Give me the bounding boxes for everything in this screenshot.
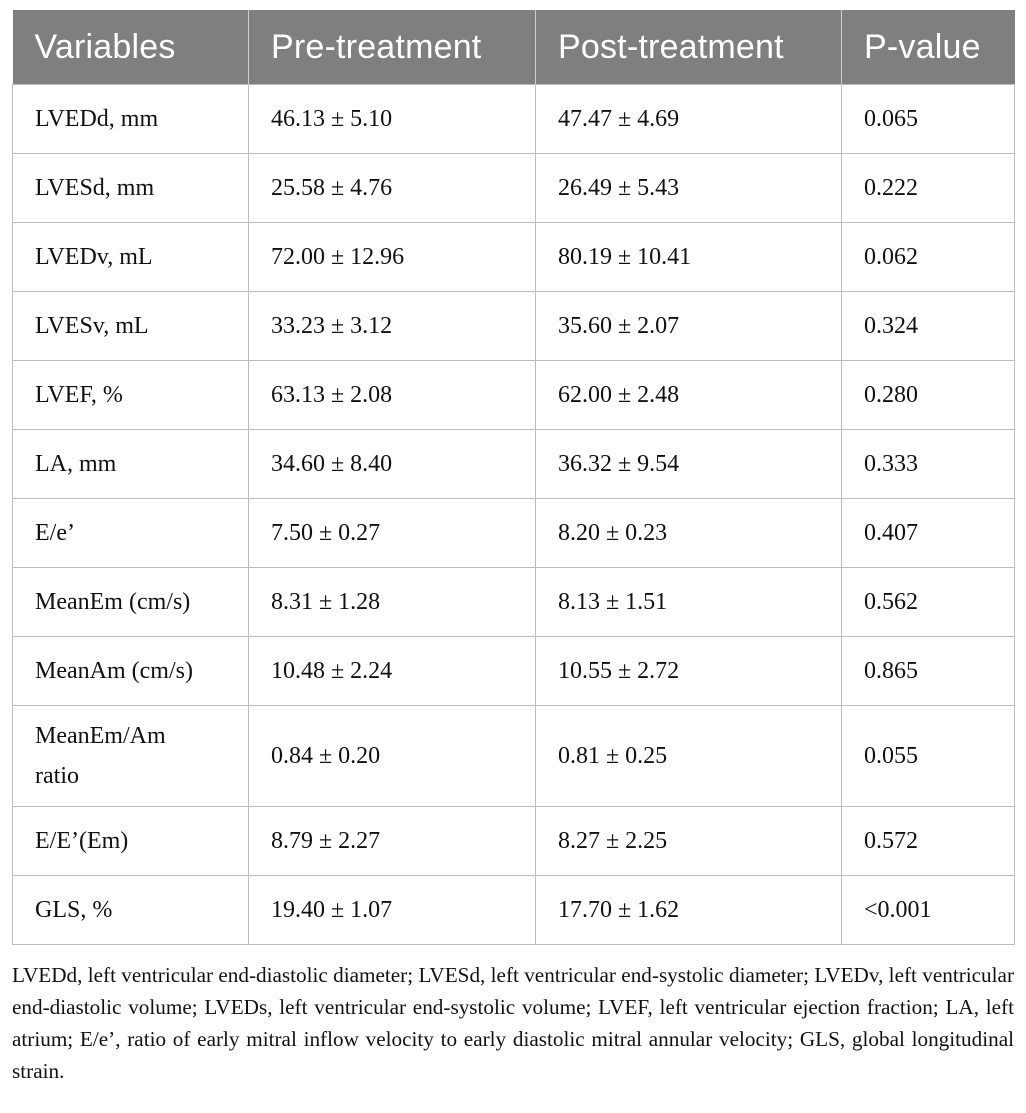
- table-row: [13, 154, 1015, 223]
- cell-variable: LVEDv, mL: [13, 223, 249, 292]
- cell-p: 0.572: [842, 807, 1015, 876]
- cell-post: 26.49 ± 5.43: [536, 154, 842, 223]
- cell-p: 0.324: [842, 292, 1015, 361]
- cell-post: 80.19 ± 10.41: [536, 223, 842, 292]
- cell-p: 0.062: [842, 223, 1015, 292]
- cell-post: 0.81 ± 0.25: [536, 706, 842, 807]
- header-row: [13, 10, 1015, 85]
- cell-pre: 8.79 ± 2.27: [249, 807, 536, 876]
- cell-pre: 72.00 ± 12.96: [249, 223, 536, 292]
- cell-variable: E/E’(Em): [13, 807, 249, 876]
- table-body: [13, 85, 1015, 945]
- header-variables: Variables: [13, 10, 249, 85]
- table-row: [13, 292, 1015, 361]
- header-pre-treatment: Pre-treatment: [249, 10, 536, 85]
- cell-p: 0.280: [842, 361, 1015, 430]
- cell-post: 8.20 ± 0.23: [536, 499, 842, 568]
- results-table: [12, 10, 1015, 945]
- cell-variable: LA, mm: [13, 430, 249, 499]
- cell-pre: 33.23 ± 3.12: [249, 292, 536, 361]
- header-post-treatment: Post-treatment: [536, 10, 842, 85]
- cell-pre: 63.13 ± 2.08: [249, 361, 536, 430]
- cell-p: 0.407: [842, 499, 1015, 568]
- cell-pre: 10.48 ± 2.24: [249, 637, 536, 706]
- table-row: [13, 499, 1015, 568]
- cell-p: 0.065: [842, 85, 1015, 154]
- table-row: [13, 430, 1015, 499]
- table-row: [13, 706, 1015, 807]
- cell-variable: GLS, %: [13, 876, 249, 945]
- cell-p: 0.055: [842, 706, 1015, 807]
- cell-variable: LVESd, mm: [13, 154, 249, 223]
- cell-p: 0.333: [842, 430, 1015, 499]
- cell-post: 47.47 ± 4.69: [536, 85, 842, 154]
- cell-variable: LVESv, mL: [13, 292, 249, 361]
- cell-post: 36.32 ± 9.54: [536, 430, 842, 499]
- table-row: [13, 361, 1015, 430]
- cell-pre: 19.40 ± 1.07: [249, 876, 536, 945]
- cell-pre: 8.31 ± 1.28: [249, 568, 536, 637]
- cell-post: 62.00 ± 2.48: [536, 361, 842, 430]
- cell-pre: 25.58 ± 4.76: [249, 154, 536, 223]
- table-row: [13, 876, 1015, 945]
- cell-post: 8.27 ± 2.25: [536, 807, 842, 876]
- cell-pre: 7.50 ± 0.27: [249, 499, 536, 568]
- cell-variable: MeanEm (cm/s): [13, 568, 249, 637]
- cell-post: 8.13 ± 1.51: [536, 568, 842, 637]
- table-row: [13, 807, 1015, 876]
- cell-post: 35.60 ± 2.07: [536, 292, 842, 361]
- cell-variable: E/e’: [13, 499, 249, 568]
- table-row: [13, 568, 1015, 637]
- cell-pre: 0.84 ± 0.20: [249, 706, 536, 807]
- cell-pre: 46.13 ± 5.10: [249, 85, 536, 154]
- table-row: [13, 637, 1015, 706]
- table-header: [13, 10, 1015, 85]
- document: [12, 10, 1014, 1108]
- cell-pre: 34.60 ± 8.40: [249, 430, 536, 499]
- cell-variable: LVEDd, mm: [13, 85, 249, 154]
- cell-post: 10.55 ± 2.72: [536, 637, 842, 706]
- header-p-value: P-value: [842, 10, 1015, 85]
- cell-variable: MeanEm/Am ratio: [13, 706, 249, 807]
- table-row: [13, 223, 1015, 292]
- cell-p: 0.865: [842, 637, 1015, 706]
- cell-p: 0.562: [842, 568, 1015, 637]
- table-row: [13, 85, 1015, 154]
- cell-variable: LVEF, %: [13, 361, 249, 430]
- cell-p: 0.222: [842, 154, 1015, 223]
- cell-variable: MeanAm (cm/s): [13, 637, 249, 706]
- cell-p: <0.001: [842, 876, 1015, 945]
- table-footnote: LVEDd, left ventricular end-diastolic diameter; LVESd, left ventricular end-systolic diameter; LVEDv, left ventricular end-diastolic volume; LVEDs, left ventricular end-systolic volume; LVEF, left ventricular ejection fraction; LA, left atrium; E/e’, ratio of early mitral inflow velocity to early diastolic mitral annular velocity; GLS, global longitudinal strain.: [12, 963, 1014, 1083]
- cell-post: 17.70 ± 1.62: [536, 876, 842, 945]
